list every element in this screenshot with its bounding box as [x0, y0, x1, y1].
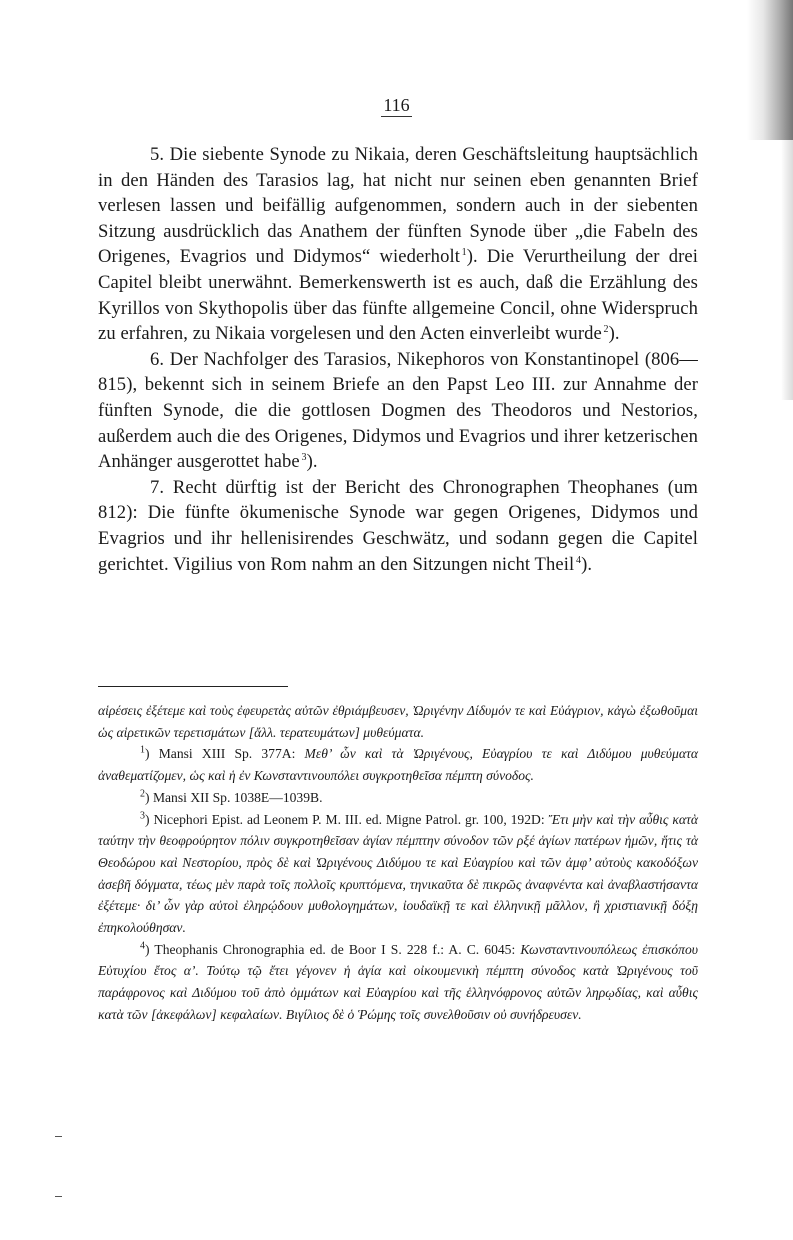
footnote-1: $^1$) Mansi XIII Sp. 377A: Μεθ’ ὧν καὶ τὰ Ὠριγένους, Εὐαγρίου τε καὶ Διδύμου μυθεύματα ἀναθεματίζομεν, ὡς καὶ ἡ ἐν Κωνσταντινουπόλει συγκροτηθεῖσα πέμπτη σύνοδος.	[98, 744, 698, 784]
paragraph-7-end: ).	[581, 553, 593, 575]
paragraph-5	[98, 142, 698, 347]
paragraph-6-text: 6. Der Nachfolger des Tarasios, Nikephoros von Konstantinopel (806—815), bekennt sich in seinem Briefe an den Papst Leo III. zur Annahme der fünften Synode, die die gottlosen Dogmen des Theodoros und Nestorios, außerdem auch die des Origenes, Didymos und Evagrios und ihrer ketzerischen Anhänger ausgerottet habe	[98, 348, 698, 473]
footnote-2-source: Mansi XII Sp. 1038E—1039B.	[152, 789, 323, 805]
paragraph-5-text-cont: ). Die Verurtheilung der drei Capitel bleibt unerwähnt. Bemerkenswerth ist es auch, daß die Erzählung des Kyrillos von Skythopolis über das fünfte allgemeine Concil, ohne Widerspruch zu erfahren, zu Nikaia vorgelesen und den Acten einverleibt wurde	[98, 246, 698, 345]
paragraph-7	[98, 475, 698, 577]
footnote-4-source: Theophanis Chronographia ed. de Boor I S. 228 f.: A. C. 6045:	[154, 941, 521, 957]
footnote-3-source: Nicephori Epist. ad Leonem P. M. III. ed. Migne Patrol. gr. 100, 192D:	[153, 811, 549, 827]
footnote-mark-2: 2	[140, 788, 145, 800]
footnote-divider	[98, 686, 288, 687]
footnote-mark-3: 3	[140, 809, 145, 821]
footnote-ref-3: 3	[301, 451, 307, 463]
footnote-ref-2: 2	[603, 323, 609, 335]
footnote-1-quote: Μεθ’ ὧν καὶ τὰ Ὠριγένους, Εὐαγρίου τε καὶ Διδύμου μυθεύματα ἀναθεματίζομεν, ὡς καὶ ἡ ἐν Κωνσταντινουπόλει συγκροτηθεῖσα πέμπτη σύνοδος.	[98, 746, 698, 784]
page-number-text: 116	[383, 95, 410, 115]
page-number	[0, 95, 793, 116]
scan-edge-shadow-lower	[781, 140, 793, 400]
margin-mark	[55, 1136, 62, 1137]
footnote-3: $^3$) Nicephori Epist. ad Leonem P. M. III. ed. Migne Patrol. gr. 100, 192D: Ἔτι μὴν καὶ τὴν αὖθις κατὰ ταύτην τὴν θεοφρούρητον πόλιν συγκροτηθεῖσαν ἁγίαν πέμπτην σύνοδον τῶν ρξέ ἁγίων πατέρων ἡμῶν, ἥτις τὰ Θεοδώρου καὶ Νεστορίου, πρὸς δὲ καὶ Ὠριγένους Διδύμου τε καὶ Εὐαγρίου καὶ τῶν ἀμφ’ αὐτοὺς κακοδόξων ἀσεβῆ δόγματα, τέως μὲν παρὰ τοῖς πολλοῖς κρυπτόμενα, τηνικαῦτα δὲ πικρῶς ἀναφνέντα καὶ ἀναβλαστήσαντα ἐξέτεμε· δι’ ὧν γὰρ αὐτοὶ ἐληρῴδουν μυθολογημάτων, ἰουδαϊκῇ τε καὶ ἑλληνικῇ μᾶλλον, ἢ χριστιανικῇ δόξῃ ἐπηκολούθησαν.	[98, 809, 698, 936]
footnote-4: $^4$) Theophanis Chronographia ed. de Boor I S. 228 f.: A. C. 6045: Κωνσταντινουπόλεως ἐπισκόπου Εὐτυχίου ἔτος α’. Τούτῳ τῷ ἔτει γέγονεν ἡ ἁγία καὶ οἰκουμενικὴ πέμπτη σύνοδος κατὰ Ὠριγένους τοῦ παράφρονος καὶ Διδύμου τοῦ ἀπὸ ὀμμάτων καὶ Εὐαγρίου καὶ τῆς ἑλληνόφρονος αὐτῶν ληρῳδίας, καὶ αὖθις κατὰ τῶν [ἀκεφάλων] κεφαλαίων. Βιγίλιος δὲ ὁ Ῥώμης τοῖς συνελθοῦσιν οὐ συνήδρευσεν.	[98, 940, 699, 1022]
footnote-2: $^2$) Mansi XII Sp. 1038E—1039B.	[140, 788, 323, 805]
footnote-ref-1: 1	[461, 247, 467, 259]
main-text	[98, 142, 698, 577]
paragraph-6-end: ).	[306, 451, 318, 473]
footnote-4-quote: Κωνσταντινουπόλεως ἐπισκόπου Εὐτυχίου ἔτος α’. Τούτῳ τῷ ἔτει γέγονεν ἡ ἁγία καὶ οἰκουμενικὴ πέμπτη σύνοδος κατὰ Ὠριγένους τοῦ παράφρονος καὶ Διδύμου τοῦ ἀπὸ ὀμμάτων καὶ Εὐαγρίου καὶ τῆς ἑλληνόφρονος αὐτῶν ληρῳδίας, καὶ αὖθις κατὰ τῶν [ἀκεφάλων] κεφαλαίων. Βιγίλιος δὲ ὁ Ῥώμης τοῖς συνελθοῦσιν οὐ συνήδρευσεν.	[98, 941, 699, 1022]
footnote-1-source: Mansi XIII Sp. 377A:	[158, 746, 305, 762]
paragraph-6	[98, 347, 698, 475]
footnote-mark-1: 1	[140, 744, 145, 756]
footnote-continuation: αἱρέσεις ἐξέτεμε καὶ τοὺς ἐφευρετὰς αὐτῶν ἐθριάμβευσεν, Ὠριγένην Δίδυμόν τε καὶ Εὐάγριον, κἀγὼ ἐξωθοῦμαι ὡς αἱρετικῶν τερετισμάτων [ἄλλ. τερατευμάτων] μυθεύματα.	[98, 703, 698, 740]
paragraph-5-text: 5. Die siebente Synode zu Nikaia, deren Geschäftsleitung hauptsächlich in den Händen des Tarasios lag, hat nicht nur seinen eben genannten Brief verlesen lassen und beifällig aufgenommen, sondern auch in der siebenten Sitzung ausdrücklich das Anathem der fünften Synode über „die Fabeln des Origenes, Evagrios und Didymos“ wiederholt	[98, 144, 698, 268]
paragraph-7-text: 7. Recht dürftig ist der Bericht des Chronographen Theophanes (um 812): Die fünfte ökumenische Synode war gegen Origenes, Didymos und Evagrios und ihr hellenisirendes Geschwätz, und sodann gegen die Capitel gerichtet. Vigilius von Rom nahm an den Sitzungen nicht Theil	[98, 476, 698, 575]
scan-edge-shadow	[747, 0, 793, 140]
footnote-ref-4: 4	[575, 554, 582, 566]
footnote-mark-4: 4	[140, 940, 145, 952]
paragraph-5-end: ).	[608, 323, 620, 345]
footnotes	[98, 700, 698, 1026]
margin-mark	[55, 1196, 62, 1197]
footnote-3-quote: Ἔτι μὴν καὶ τὴν αὖθις κατὰ ταύτην τὴν θεοφρούρητον πόλιν συγκροτηθεῖσαν ἁγίαν πέμπτην σύνοδον τῶν ρξέ ἁγίων πατέρων ἡμῶν, ἥτις τὰ Θεοδώρου καὶ Νεστορίου, πρὸς δὲ καὶ Ὠριγένους Διδύμου τε καὶ Εὐαγρίου καὶ τῶν ἀμφ’ αὐτοὺς κακοδόξων ἀσεβῆ δόγματα, τέως μὲν παρὰ τοῖς πολλοῖς κρυπτόμενα, τηνικαῦτα δὲ πικρῶς ἀναφνέντα καὶ ἀναβλαστήσαντα ἐξέτεμε· δι’ ὧν γὰρ αὐτοὶ ἐληρῴδουν μυθολογημάτων, ἰουδαϊκῇ τε καὶ ἑλληνικῇ μᾶλλον, ἢ χριστιανικῇ δόξῃ ἐπηκολούθησαν.	[98, 811, 698, 936]
